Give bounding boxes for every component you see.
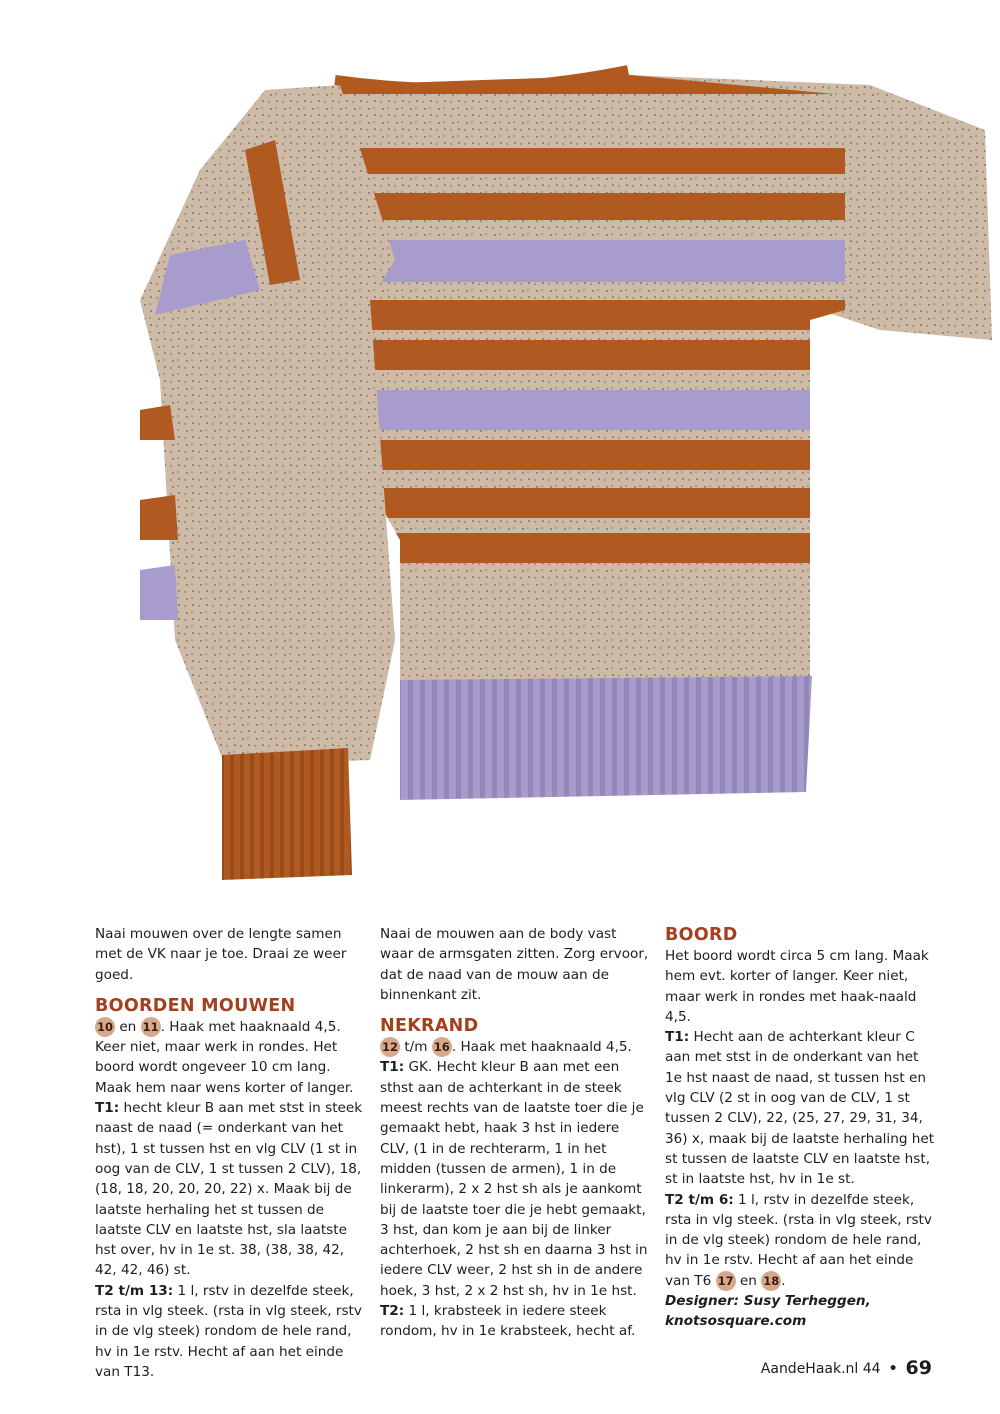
nekrand-intro [380, 1037, 652, 1057]
round-text: hecht kleur B aan met stst in steek naast de naad (= onderkant van het hst), 1 st tussen hst en vlg CLV (1 st in oog van de CLV, 1 st tussen 2 CLV), 18, (18, 18, 20, 20, 20, 22) x. Maak bij de laatste herhaling het st tussen de laatste CLV en laatste hst, sla laatste hst over, hv in 1e st. 38, (38, 38, 42, 42, 42, 46) st. [95, 1100, 363, 1279]
nekrand-t1 [380, 1057, 652, 1301]
step-circle-12: 12 [380, 1037, 400, 1057]
round-label: T2 t/m 13: [95, 1282, 174, 1299]
step-circle-17: 17 [716, 1271, 736, 1291]
boorden-t1 [95, 1098, 367, 1281]
round-label: T1: [380, 1059, 405, 1076]
nekrand-t2 [380, 1301, 652, 1342]
designer-website: knotsosquare.com [665, 1313, 807, 1330]
nekrand-intro-text: . Haak met haaknaald 4,5. [451, 1039, 632, 1056]
round-label: T2 t/m 6: [665, 1191, 734, 1208]
round-label: T2: [380, 1303, 405, 1320]
round-label: T1: [95, 1100, 120, 1117]
round-text: 1 l, rstv in dezelfde steek, rsta in vlg steek. (rsta in vlg steek, rstv in de vlg steek) rondom de hele rand, hv in 1e rstv. Hecht af aan het einde van T6 [665, 1191, 932, 1289]
heading-boorden-mouwen: BOORDEN MOUWEN [95, 995, 296, 1016]
step-circle-11: 11 [141, 1017, 161, 1037]
round-label: T1: [665, 1029, 690, 1046]
sleeve-attach-paragraph: Naai de mouwen aan de body vast waar de armsgaten zitten. Zorg ervoor, dat de naad van de mouw aan de binnenkant zit. [380, 926, 649, 1003]
magazine-name: AandeHaak.nl 44 [760, 1361, 881, 1377]
heading-boord: BOORD [665, 925, 738, 945]
column-1 [95, 924, 367, 1382]
boorden-intro [95, 1017, 367, 1098]
page-number: 69 [905, 1357, 932, 1379]
step-circle-10: 10 [95, 1017, 115, 1037]
connector-tm: t/m [400, 1039, 432, 1056]
period: . [781, 1272, 786, 1289]
connector-en: en [115, 1018, 141, 1035]
boorden-intro-text: . Haak met haaknaald 4,5. Keer niet, maar werk in rondes. Het boord wordt ongeveer 10 cm lang. Maak hem naar wens korter of langer. [95, 1018, 354, 1096]
step-circle-18: 18 [761, 1271, 781, 1291]
round-text: Hecht aan de achterkant kleur C aan met stst in de onderkant van het 1e hst naast de naad, st tussen hst en vlg CLV (2 st in oog van de CLV, 1 st tussen 2 CLV), 22, (25, 27, 29, 31, 34, 36) x, maak bij de laatste herhaling het st tussen de laatste CLV en laatste hst, st in laatste hst, hv in 1e st. [665, 1029, 935, 1188]
boorden-t2 [95, 1281, 367, 1382]
designer-credit: Designer: Susy Terheggen, [665, 1293, 871, 1310]
step-circle-16: 16 [432, 1037, 452, 1057]
separator-dot: • [888, 1361, 898, 1377]
page-footer [761, 1357, 932, 1380]
round-text: 1 l, krabsteek in iedere steek rondom, hv in 1e krabsteek, hecht af. [380, 1303, 636, 1340]
boord-intro: Het boord wordt circa 5 cm lang. Maak hem evt. korter of langer. Keer niet, maar werk in rondes met haak-naald 4,5. [665, 948, 929, 1025]
round-text: 1 l, rstv in dezelfde steek, rsta in vlg steek. (rsta in vlg steek, rstv in de vlg steek) rondom de hele rand, hv in 1e rstv. Hecht af aan het einde van T13. [95, 1282, 362, 1380]
boord-t2 [665, 1190, 937, 1291]
round-text: GK. Hecht kleur B aan met een sthst aan de achterkant in de steek meest rechts van de laatste toer die je gemaakt hebt, haak 3 hst in iedere CLV, (1 in de rechterarm, 1 in het midden (tussen de armen), 1 in de linkerarm), 2 x 2 hst sh als je aankomt bij de laatste toer die je hebt gemaakt, 3 hst, dan kom je aan bij de linker achterhoek, 2 hst sh en daarna 3 hst in iedere CLV weer, 2 hst sh in de andere hoek, 3 hst, 2 x 2 hst sh, hv in 1e hst. [380, 1059, 648, 1299]
connector-en: en [735, 1272, 762, 1289]
heading-nekrand: NEKRAND [380, 1016, 479, 1037]
column-3 [665, 924, 937, 1332]
column-2 [380, 924, 652, 1342]
intro-paragraph: Naai mouwen over de lengte samen met de VK naar je toe. Draai ze weer goed. [95, 926, 347, 983]
boord-t1 [665, 1027, 937, 1189]
